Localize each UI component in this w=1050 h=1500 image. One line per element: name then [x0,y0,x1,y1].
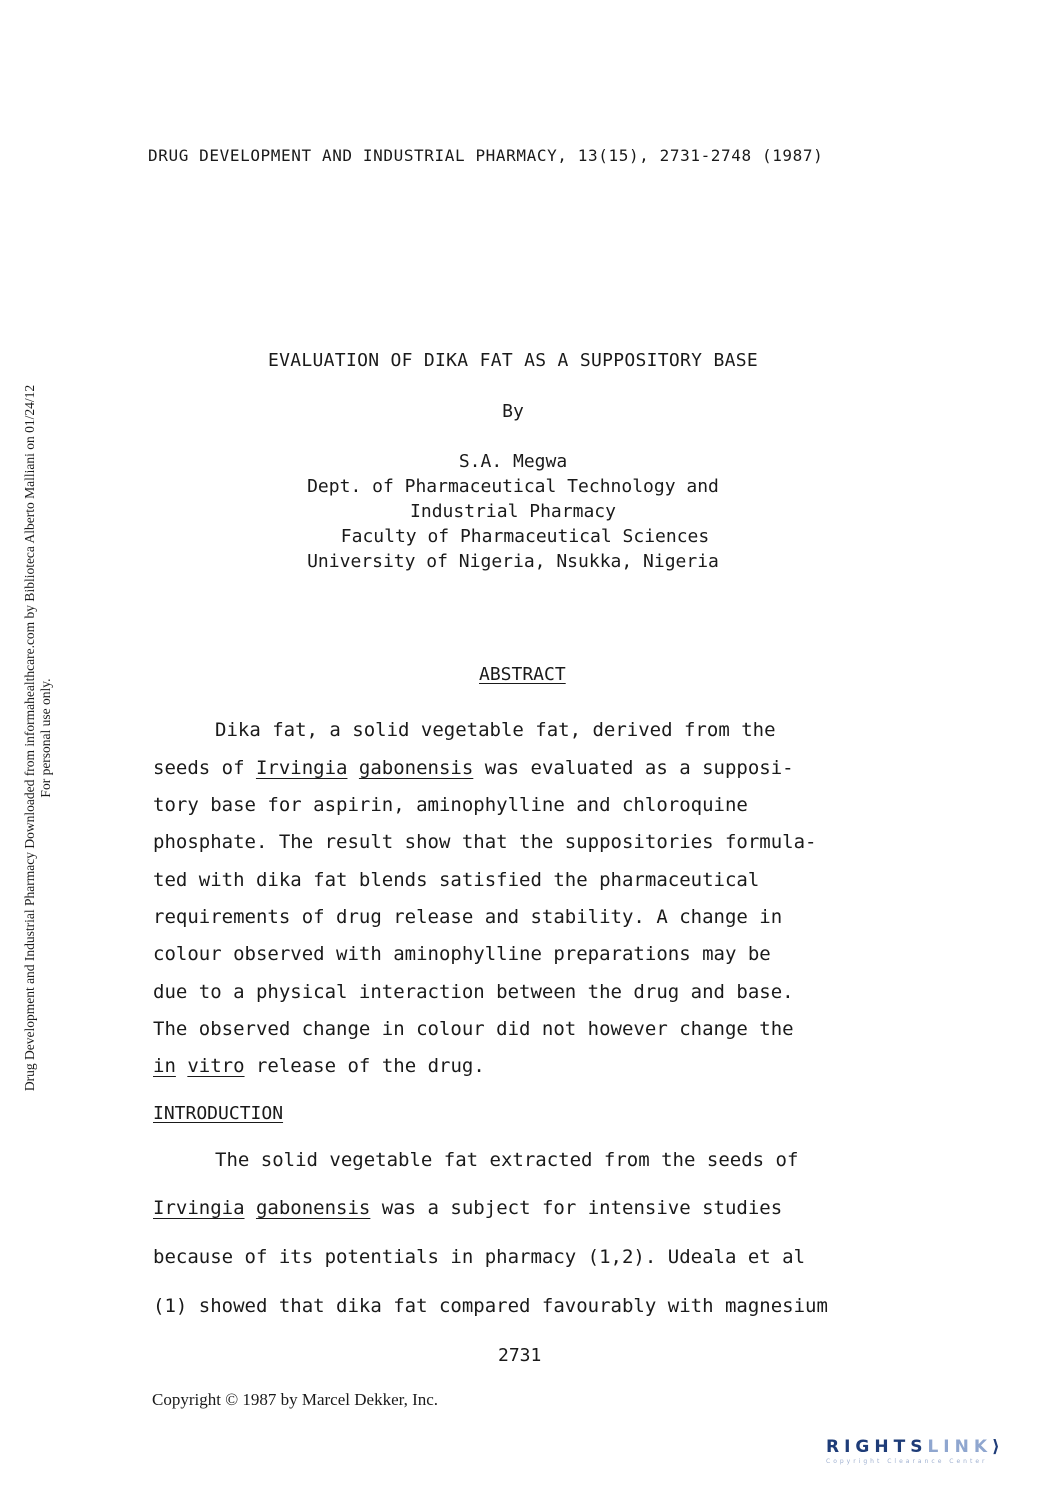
journal-header: DRUG DEVELOPMENT AND INDUSTRIAL PHARMACY, 13(15), 2731-2748 (1987) [148,146,824,165]
abstract-line: colour observed with aminophylline preparations may be [153,943,771,965]
by-line: By [502,401,524,422]
abstract-line: The observed change in colour did not however change the [153,1018,794,1040]
abstract-line [153,757,794,779]
rightslink-light: LINK [927,1437,992,1457]
author-name: S.A. Megwa [458,451,568,472]
text-span: was evaluated as a supposi- [473,757,794,779]
abstract-line: ted with dika fat blends satisfied the pharmaceutical [153,869,760,891]
intro-line: because of its potentials in pharmacy (1,2). Udeala et al [153,1246,806,1268]
latin-term: vitro [187,1055,245,1077]
download-notice [22,298,54,1178]
page-number: 2731 [498,1345,542,1366]
text-span: seeds of [153,757,256,779]
intro-line: The solid vegetable fat extracted from the seeds of [215,1149,799,1171]
intro-line: (1) showed that dika fat compared favourably with magnesium [153,1295,828,1317]
abstract-line: due to a physical interaction between the drug and base. [153,981,794,1003]
download-notice-line-1: Drug Development and Industrial Pharmacy Downloaded from informahealthcare.com by Biblioteca Alberto Malliani on 01/24/12 [22,384,37,1092]
rightslink-wordmark [826,1437,1036,1457]
affiliation-line: Faculty of Pharmaceutical Sciences [340,526,710,547]
abstract-line: Dika fat, a solid vegetable fat, derived from the [215,719,776,741]
abstract-line: phosphate. The result show that the suppositories formula- [153,831,817,853]
species-genus: Irvingia [255,757,348,779]
abstract-line: requirements of drug release and stability. A change in [153,906,783,928]
text-span: was a subject for intensive studies [370,1197,783,1219]
abstract-line: tory base for aspirin, aminophylline and chloroquine [153,794,748,816]
abstract-line [153,1055,485,1077]
download-notice-line-2: For personal use only. [38,678,53,798]
introduction-heading: INTRODUCTION [153,1103,284,1124]
text-span: release of the drug. [244,1055,485,1077]
arrow-icon: ⟩ [992,1437,1005,1457]
affiliation-line: Industrial Pharmacy [410,501,616,522]
abstract-heading: ABSTRACT [479,664,566,685]
paper-title: EVALUATION OF DIKA FAT AS A SUPPOSITORY BASE [267,350,759,371]
latin-term: in [153,1055,176,1077]
species-epithet: gabonensis [358,757,474,779]
copyright-notice: Copyright © 1987 by Marcel Dekker, Inc. [152,1390,439,1409]
affiliation-line: University of Nigeria, Nsukka, Nigeria [307,551,719,572]
rightslink-tagline: Copyright Clearance Center [826,1458,988,1465]
species-genus: Irvingia [153,1197,245,1219]
species-epithet: gabonensis [255,1197,371,1219]
rightslink-logo[interactable] [826,1437,1036,1471]
rightslink-strong: RIGHTS [826,1437,928,1457]
intro-line [153,1197,782,1219]
affiliation-line: Dept. of Pharmaceutical Technology and [307,476,719,497]
